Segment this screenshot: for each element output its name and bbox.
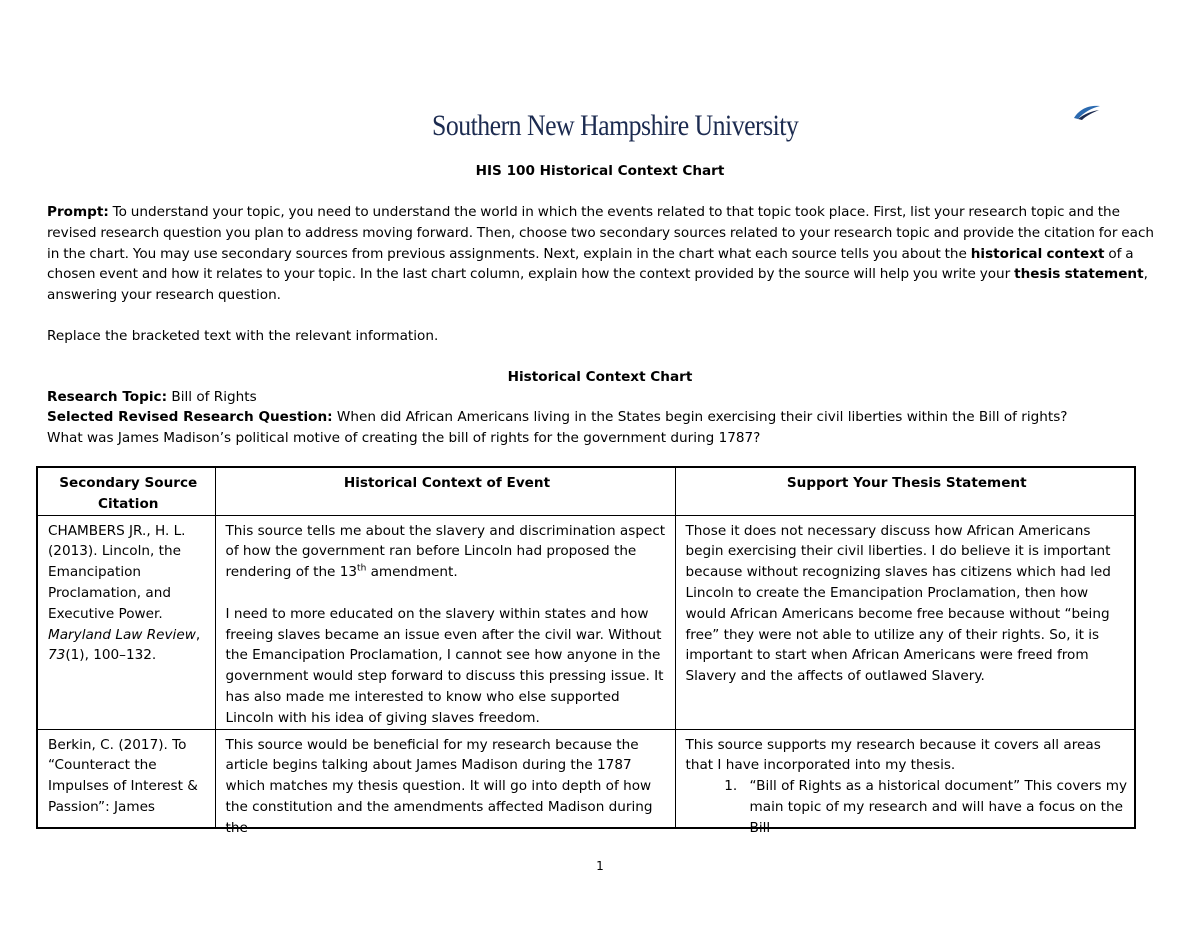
- table-row: [37, 515, 1135, 729]
- context-p1-text: This source tells me about the slavery and discrimination aspect of how the government ran before Lincoln had proposed the rendering of the 13: [225, 522, 666, 581]
- prompt-text-2: of a chosen event and how it relates to your topic. In the last chart column, explain how the context provided by the source will help you write your: [47, 245, 1134, 283]
- research-question: [47, 407, 1167, 449]
- snhu-logo: [432, 104, 799, 154]
- context-text: This source would be beneficial for my research because the article begins talking about James Madison during the 1787 which matches my thesis question. It will go into depth of how the constitution and the amendments affected Madison during the: [225, 736, 653, 836]
- citation-end: (1), 100–132.: [65, 647, 157, 664]
- thesis-list: [686, 776, 1129, 838]
- research-topic-label: Research Topic:: [47, 389, 168, 405]
- context-p1-superscript: th: [357, 563, 367, 574]
- research-question-line2: What was James Madison’s political motive of creating the bill of rights for the government during 1787?: [47, 429, 761, 446]
- logo-wordmark: Southern New Hampshire University: [432, 109, 799, 142]
- thesis-cell: [675, 729, 1135, 836]
- thesis-list-item: 1. “Bill of Rights as a historical document” This covers my main topic of my research and will have a focus on the Bill: [742, 776, 1129, 838]
- historical-context-table: [36, 466, 1136, 836]
- citation-cell: [37, 729, 215, 828]
- research-question-label: Selected Revised Research Question:: [47, 409, 333, 425]
- research-question-value: When did African Americans living in the States begin exercising their civil liberties within the Bill of rights?: [332, 409, 1068, 425]
- page-number: 1: [596, 859, 604, 873]
- citation-text: Berkin, C. (2017). To “Counteract the Impulses of Interest & Passion”: James: [48, 736, 198, 815]
- citation-cell: [37, 515, 215, 729]
- context-paragraph-1: [226, 521, 669, 583]
- chart-title: Historical Context Chart: [507, 369, 693, 385]
- citation-volume: 73: [48, 647, 66, 664]
- table-row: [37, 729, 1135, 828]
- document-title: HIS 100 Historical Context Chart: [475, 163, 725, 179]
- citation-journal: Maryland Law Review: [48, 626, 196, 643]
- prompt-paragraph: [47, 202, 1157, 306]
- logo-swoosh-icon: [1072, 104, 1102, 120]
- citation-text: CHAMBERS JR., H. L. (2013). Lincoln, the Emancipation Proclamation, and Executive Power.: [48, 522, 186, 622]
- citation-sep: ,: [195, 626, 201, 643]
- header-historical-context: Historical Context of Event: [215, 467, 675, 515]
- prompt-text-3: , answering your research question.: [47, 266, 1148, 304]
- context-p1-end: amendment.: [366, 564, 458, 581]
- header-citation: Secondary Source Citation: [37, 467, 215, 515]
- prompt-label: Prompt:: [47, 204, 109, 220]
- table-header-row: [37, 467, 1135, 515]
- context-cell: [215, 729, 675, 836]
- research-topic: [47, 387, 257, 408]
- context-paragraph-2: I need to more educated on the slavery within states and how freeing slaves became an issue even after the civil war. Without the Emancipation Proclamation, I cannot see how anyone in the government would step forward to discuss this pressing issue. It has also made me interested to know who else supported Lincoln with his idea of giving slaves freedom.: [225, 605, 664, 726]
- header-thesis-support: Support Your Thesis Statement: [675, 467, 1135, 515]
- thesis-cell: Those it does not necessary discuss how African Americans begin exercising their civil liberties. I do believe it is important because without recognizing slaves has citizens which had led Lincoln to create the Emancipation Proclamation, then how would African Americans become free because without “being free” they were not able to utilize any of their rights. So, it is important to start when African Americans were freed from Slavery and the affects of outlawed Slavery.: [675, 515, 1135, 729]
- prompt-bold-historical-context: historical context: [970, 245, 1105, 262]
- research-topic-value: Bill of Rights: [167, 389, 257, 405]
- thesis-content: [685, 735, 1129, 836]
- context-cell: [215, 515, 675, 729]
- instruction-text: Replace the bracketed text with the relevant information.: [47, 328, 439, 344]
- prompt-text-1: To understand your topic, you need to understand the world in which the events related to that topic took place. First, list your research topic and the revised research question you plan to address moving forward. Then, choose two secondary sources related to your research topic and provide the citation for each in the chart. You may use secondary sources from previous assignments. Next, explain in the chart what each source tells you about the: [47, 204, 1155, 262]
- prompt-bold-thesis-statement: thesis statement: [1014, 266, 1144, 283]
- thesis-intro: This source supports my research because it covers all areas that I have incorporated into my thesis.: [685, 736, 1101, 774]
